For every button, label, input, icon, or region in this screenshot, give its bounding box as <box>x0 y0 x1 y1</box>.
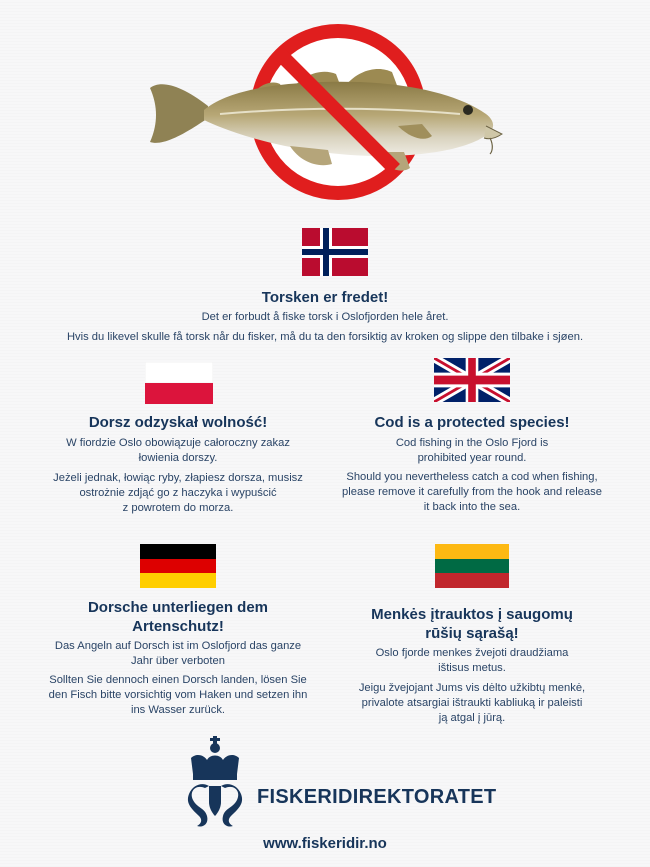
uk-paragraph-1-line-2: prohibited year round. <box>417 452 527 464</box>
lithuania-paragraph-2-line-2: privalote atsargiai ištraukti kabliuką ir paleisti <box>361 697 583 709</box>
germany-title-line-2: Artenschutz! <box>132 618 224 635</box>
germany-paragraph-2-line-3: ins Wasser zurück. <box>130 704 226 716</box>
poland-paragraph-2-line-1: Jeżeli jednak, łowiąc ryby, złapiesz dorsza, musisz <box>53 472 303 484</box>
uk-flag <box>434 358 510 402</box>
lithuania-paragraph-1-line-2: ištisus metus. <box>438 662 506 674</box>
lithuania-title-line-1: Menkės įtrauktos į saugomų <box>371 606 573 623</box>
website-link[interactable]: www.fiskeridir.no <box>263 835 387 852</box>
uk-title: Cod is a protected species! <box>374 414 570 431</box>
fish-eye <box>463 105 473 115</box>
poland-paragraph-1-line-2: łowienia dorszy. <box>138 452 218 464</box>
cod-prohibited-image <box>140 14 520 204</box>
germany-paragraph-2-line-2: den Fisch bitte vorsichtig vom Haken und setzen ihn <box>48 689 308 701</box>
poland-paragraph-1-line-1: W fiordzie Oslo obowiązuje całoroczny zakaz <box>66 437 290 449</box>
germany-paragraph-1-line-1: Das Angeln auf Dorsch ist im Oslofjord das ganze <box>54 640 302 652</box>
norway-paragraph-1: Det er forbudt å fiske torsk i Oslofjorden hele året. <box>201 311 449 323</box>
uk-paragraph-2-line-1: Should you nevertheless catch a cod when fishing, <box>346 471 598 483</box>
lithuania-paragraph-2-line-3: ją atgal į jūrą. <box>438 712 506 724</box>
fish-tail <box>150 84 208 143</box>
uk-paragraph-2-line-2: please remove it carefully from the hook and release <box>342 486 602 498</box>
germany-title-line-1: Dorsche unterliegen dem <box>87 599 269 616</box>
germany-flag <box>140 544 216 588</box>
fiskeridirektoratet-crest-icon <box>185 736 245 831</box>
lithuania-paragraph-1-line-1: Oslo fjorde menkes žvejoti draudžiama <box>375 647 569 659</box>
uk-paragraph-2-line-3: it back into the sea. <box>423 501 521 513</box>
lithuania-flag <box>435 544 509 588</box>
poland-paragraph-2-line-3: z powrotem do morza. <box>122 502 234 514</box>
lithuania-paragraph-2-line-1: Jeigu žvejojant Jums vis dėlto užkibtų menkė, <box>358 682 586 694</box>
norway-flag <box>302 228 368 276</box>
poland-paragraph-2-line-2: ostrożnie zdjąć go z haczyka i wypuścić <box>79 487 277 499</box>
norway-paragraph-2: Hvis du likevel skulle få torsk når du fisker, må du ta den forsiktig av kroken og slippe den tilbake i sjøen. <box>66 331 584 343</box>
organization-name: FISKERIDIREKTORATET <box>257 786 497 808</box>
norway-title: Torsken er fredet! <box>261 289 389 306</box>
uk-paragraph-1-line-1: Cod fishing in the Oslo Fjord is <box>395 437 549 449</box>
lithuania-title-line-2: rūšių sąrašą! <box>425 625 519 642</box>
germany-paragraph-2-line-1: Sollten Sie dennoch einen Dorsch landen, lösen Sie <box>49 674 307 686</box>
poland-flag <box>145 362 213 404</box>
germany-paragraph-1-line-2: Jahr über verboten <box>131 655 225 667</box>
poland-title: Dorsz odzyskał wolność! <box>88 414 268 431</box>
